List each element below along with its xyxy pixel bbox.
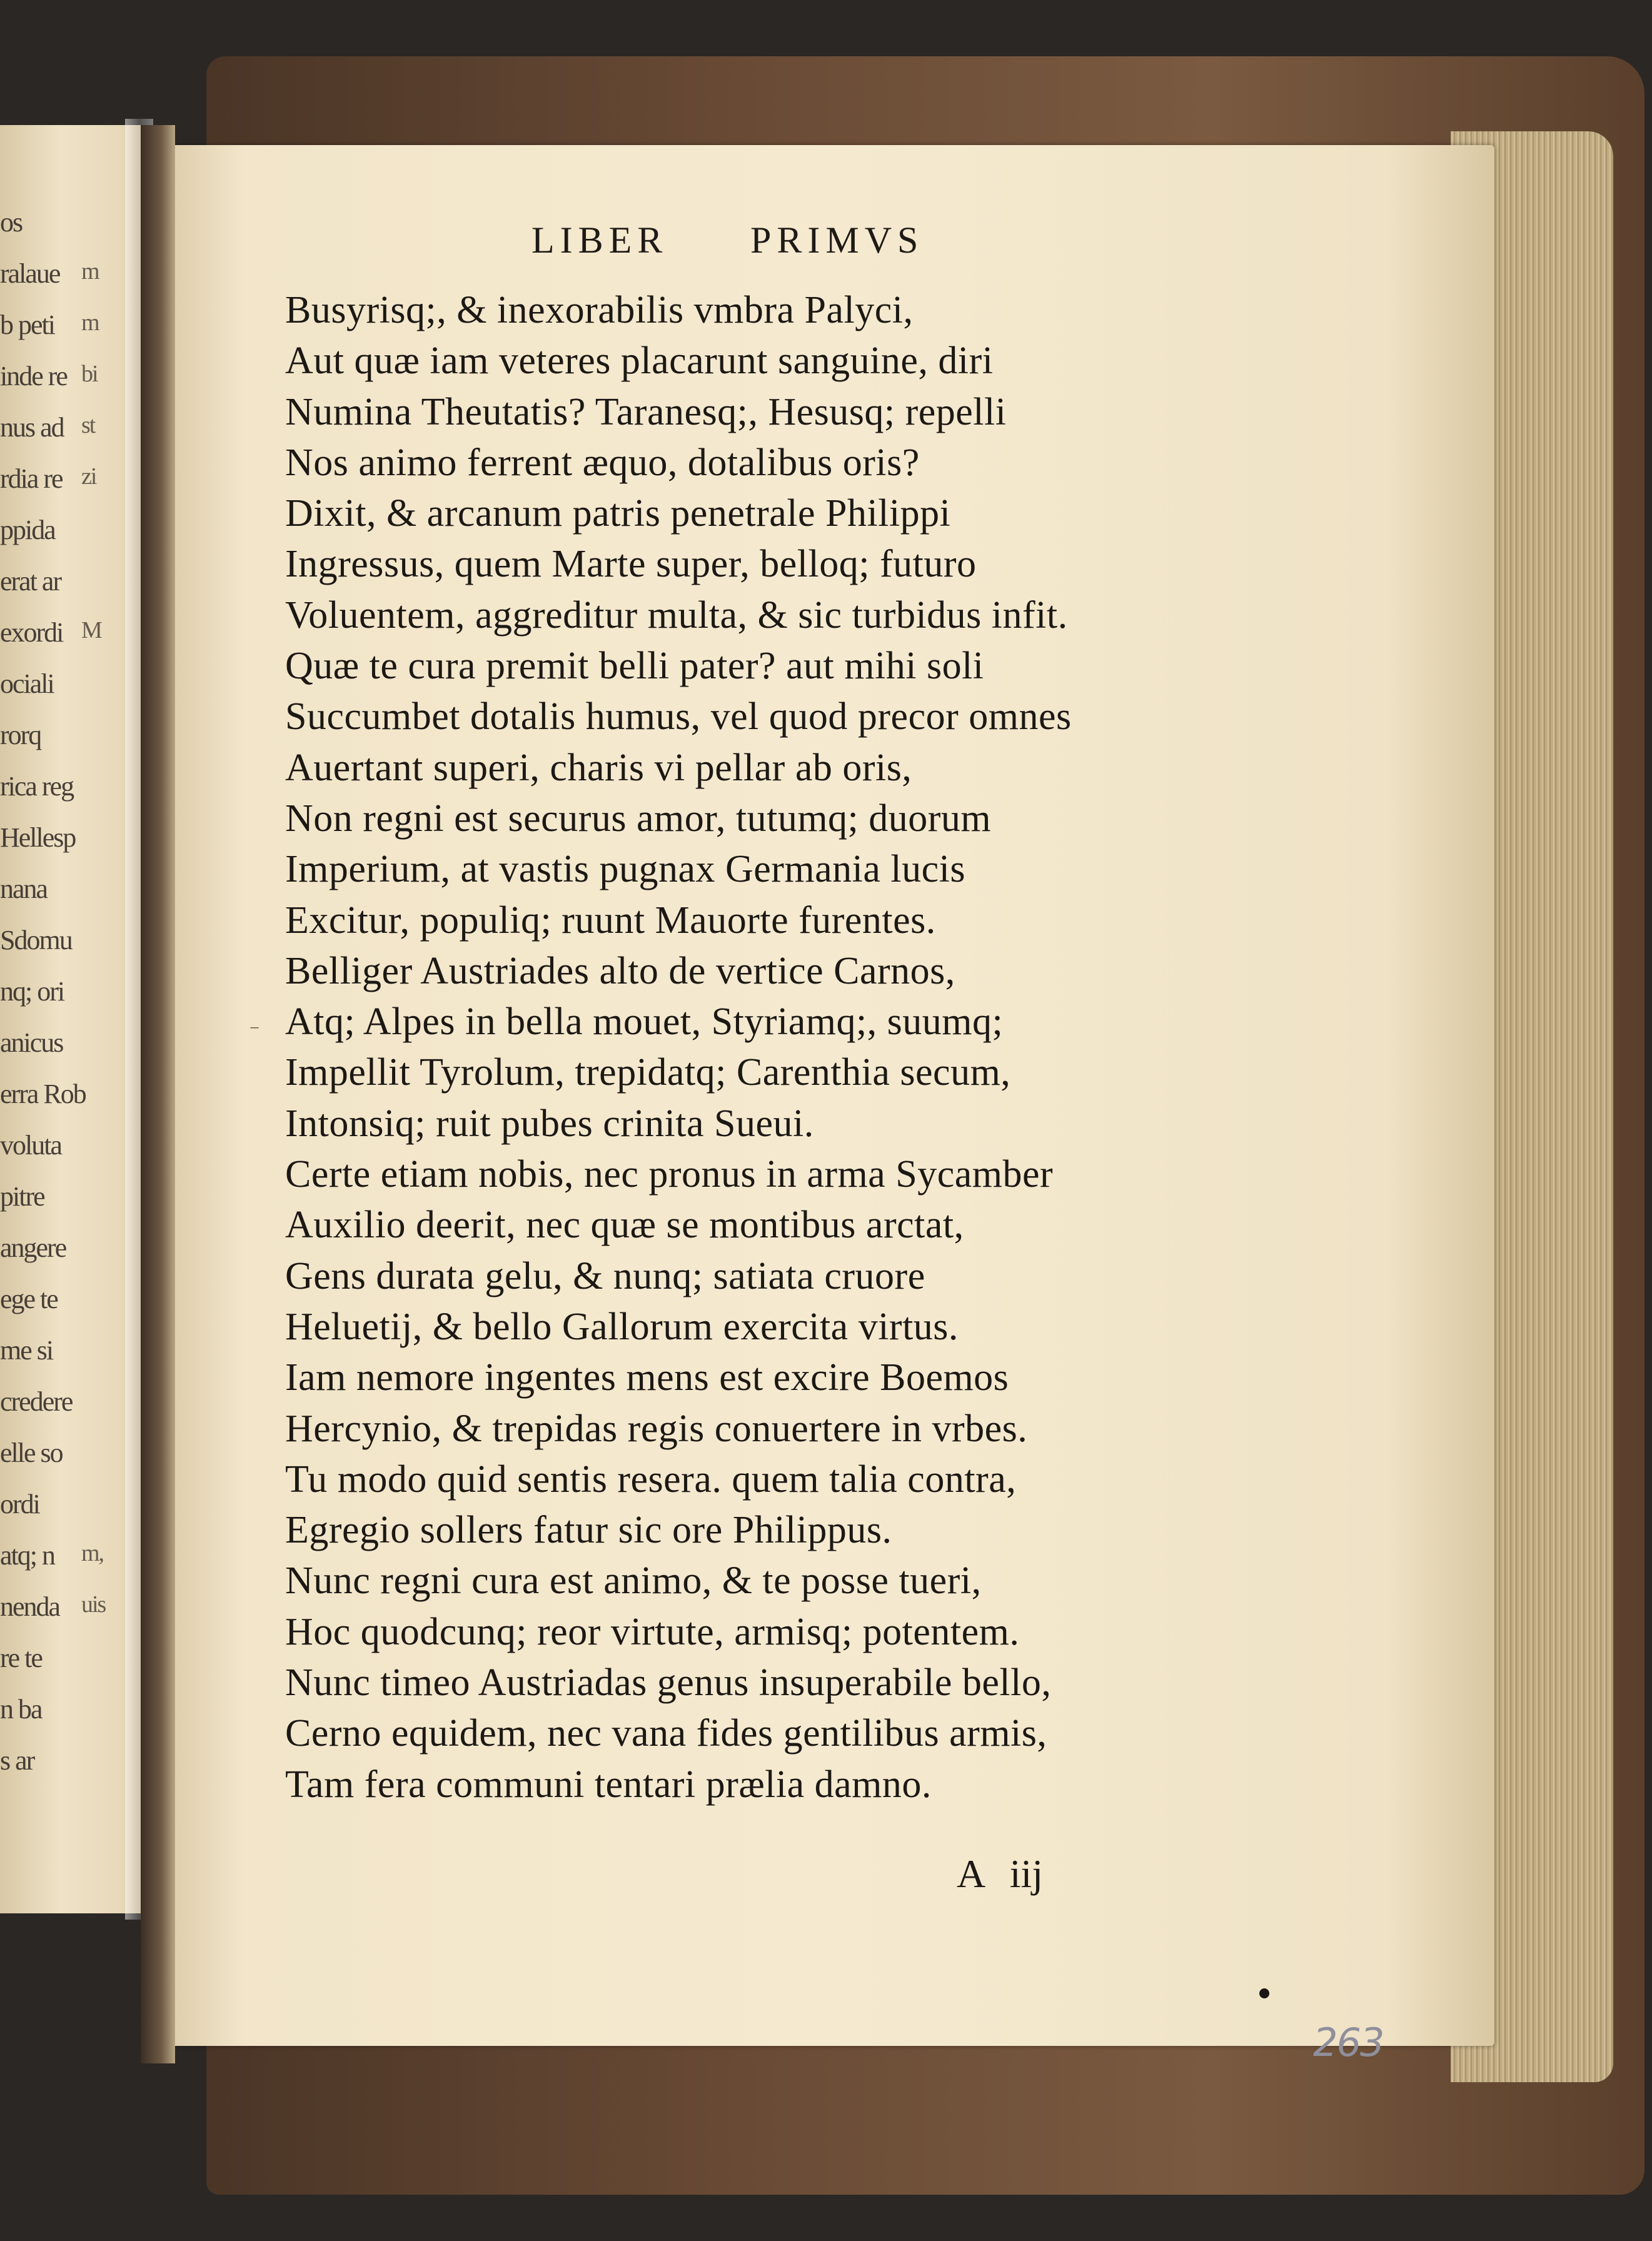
verse-line: Tu modo quid sentis resera. quem talia contra, bbox=[285, 1458, 1017, 1501]
left-page-fragment: atq; n bbox=[0, 1540, 54, 1571]
left-page-fragment: os bbox=[0, 207, 23, 238]
verse-line: Hoc quodcunq; reor virtute, armisq; potentem. bbox=[285, 1610, 1020, 1653]
verse-line: Nos animo ferrent æquo, dotalibus oris? bbox=[285, 441, 920, 484]
verse-text bbox=[285, 285, 1186, 1810]
left-page-fragment: anicus bbox=[0, 1027, 63, 1058]
left-page-fragment: m bbox=[81, 310, 99, 336]
left-page-fragment: nq; ori bbox=[0, 976, 64, 1007]
verse-line: Ingressus, quem Marte super, belloq; futuro bbox=[285, 543, 977, 586]
verse-line: Atq; Alpes in bella mouet, Styriamq;, suumq; bbox=[285, 1000, 1004, 1044]
verse-line: Auxilio deerit, nec quæ se montibus arctat, bbox=[285, 1204, 964, 1247]
verse-line: Aut quæ iam veteres placarunt sanguine, diri bbox=[285, 340, 994, 383]
verse-line: Gens durata gelu, & nunq; satiata cruore bbox=[285, 1254, 925, 1297]
left-page-fragment: elle so bbox=[0, 1438, 63, 1468]
verse-line: Excitur, populiq; ruunt Mauorte furentes. bbox=[285, 899, 936, 942]
verse-line: Nunc timeo Austriadas genus insuperabile bello, bbox=[285, 1661, 1052, 1705]
left-page-fragment: ralaue bbox=[0, 258, 60, 289]
left-page-fragment: erat ar bbox=[0, 566, 61, 597]
left-page-fragment: rica reg bbox=[0, 771, 74, 802]
left-page-fragment: erra Rob bbox=[0, 1079, 86, 1109]
running-head-right: PRIMVS bbox=[750, 219, 924, 261]
verse-line: Certe etiam nobis, nec pronus in arma Sycamber bbox=[285, 1153, 1054, 1196]
folio-number: 263 bbox=[1313, 2020, 1384, 2065]
left-page-fragment: s ar bbox=[0, 1745, 34, 1776]
signature-mark: A iij bbox=[957, 1851, 1044, 1896]
left-page-fragment: zi bbox=[81, 463, 96, 490]
left-page-fragment: ppida bbox=[0, 515, 55, 545]
verse-line: Busyrisq;, & inexorabilis vmbra Palyci, bbox=[285, 289, 914, 331]
left-page-fragment: ege te bbox=[0, 1284, 58, 1314]
margin-mark: ⁻ bbox=[249, 1019, 260, 1044]
left-page-fragment: voluta bbox=[0, 1130, 61, 1161]
left-page-fragment: m bbox=[81, 258, 99, 285]
verse-line: Iam nemore ingentes mens est excire Boemos bbox=[285, 1356, 1009, 1399]
left-page-fragment: nana bbox=[0, 874, 48, 904]
verse-line: Heluetij, & bello Gallorum exercita virtus. bbox=[285, 1305, 959, 1348]
verse-line: Belliger Austriades alto de vertice Carnos, bbox=[285, 949, 955, 992]
left-page-fragment: uis bbox=[81, 1591, 106, 1618]
left-page-fragment: exordi bbox=[0, 617, 63, 648]
verse-line: Hercynio, & trepidas regis conuertere in vrbes. bbox=[285, 1407, 1028, 1450]
left-page-fragment: ociali bbox=[0, 668, 54, 699]
ink-dot bbox=[1259, 1988, 1269, 1998]
left-page-fragment: Sdomu bbox=[0, 925, 72, 955]
left-page-fragment: pitre bbox=[0, 1181, 44, 1212]
left-page-fragment: nenda bbox=[0, 1591, 60, 1622]
left-page-fragment: Hellesp bbox=[0, 822, 76, 853]
left-page-fragment: credere bbox=[0, 1386, 73, 1417]
verse-line: Auertant superi, charis vi pellar ab oris, bbox=[285, 746, 912, 789]
left-page-fragment: angere bbox=[0, 1232, 66, 1263]
verse-line: Intonsiq; ruit pubes crinita Sueui. bbox=[285, 1102, 814, 1145]
left-page-fragment: re te bbox=[0, 1643, 42, 1673]
verse-line: Numina Theutatis? Taranesq;, Hesusq; repelli bbox=[285, 390, 1007, 433]
left-page-fragment: n ba bbox=[0, 1694, 42, 1725]
left-page-fragment: bi bbox=[81, 361, 98, 387]
verse-line: Impellit Tyrolum, trepidatq; Carenthia secum, bbox=[285, 1051, 1011, 1094]
left-page-fragment: me si bbox=[0, 1335, 53, 1366]
left-page-fragment: M bbox=[81, 617, 101, 643]
verse-line: Quæ te cura premit belli pater? aut mihi soli bbox=[285, 645, 984, 688]
verse-line: Non regni est securus amor, tutumq; duorum bbox=[285, 797, 992, 840]
left-page-fragment: rdia re bbox=[0, 463, 63, 494]
verse-line: Egregio sollers fatur sic ore Philippus. bbox=[285, 1509, 892, 1552]
left-page-fragment: b peti bbox=[0, 310, 54, 340]
verse-line: Tam fera communi tentari prælia damno. bbox=[285, 1763, 932, 1806]
verse-line: Succumbet dotalis humus, vel quod precor omnes bbox=[285, 695, 1072, 738]
running-head-left: LIBER bbox=[531, 219, 668, 261]
left-page-fragment: st bbox=[81, 412, 95, 438]
left-page-fragment: ordi bbox=[0, 1489, 39, 1519]
verse-line: Imperium, at vastis pugnax Germania lucis bbox=[285, 848, 966, 891]
gutter-shadow bbox=[141, 125, 175, 2063]
left-page-fragment: inde re bbox=[0, 361, 67, 391]
left-page-fragment: nus ad bbox=[0, 412, 64, 443]
left-page-fragment: m, bbox=[81, 1540, 104, 1566]
verse-line: Dixit, & arcanum patris penetrale Philippi bbox=[285, 492, 951, 535]
verse-line: Cerno equidem, nec vana fides gentilibus armis, bbox=[285, 1712, 1047, 1755]
verse-line: Voluentem, aggreditur multa, & sic turbidus infit. bbox=[285, 593, 1068, 637]
verse-line: Nunc regni cura est animo, & te posse tueri, bbox=[285, 1559, 982, 1603]
left-page-fragment: rorq bbox=[0, 720, 41, 750]
